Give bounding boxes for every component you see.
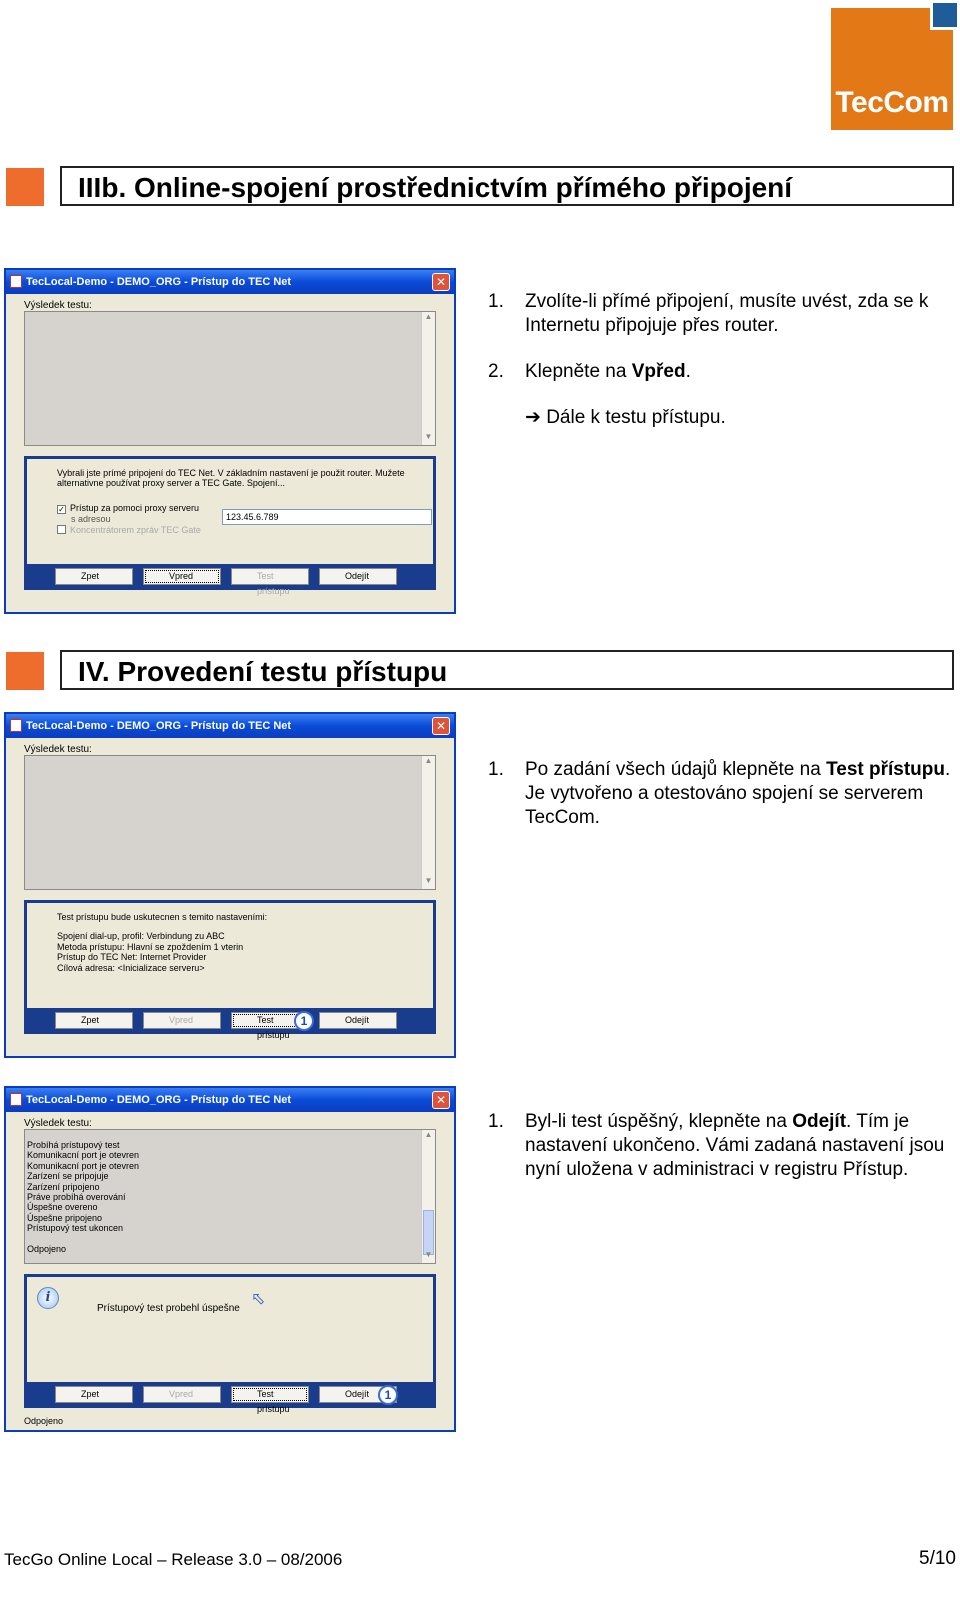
instruction-result-text: Dále k testu přístupu. — [546, 407, 726, 428]
success-message: Prístupový test probehl úspešne — [97, 1303, 240, 1314]
app-icon — [10, 719, 22, 732]
instruction-bold: Test přístupu — [826, 759, 945, 780]
scroll-up-icon[interactable]: ▲ — [424, 756, 433, 765]
summary-line: Spojení dial-up, profil: Verbindung zu ABC — [57, 931, 225, 942]
next-button[interactable]: Vpred — [143, 1012, 221, 1029]
instruction-item — [488, 758, 958, 830]
page-number: 5/10 — [919, 1548, 956, 1569]
log-line: Úspešne pripojeno — [27, 1212, 103, 1223]
instructions-step3 — [488, 1110, 958, 1182]
edit-arrow-icon: ⬁ — [251, 1289, 266, 1308]
log-line: Probíhá prístupový test — [27, 1140, 120, 1150]
exit-button[interactable]: Odejít — [319, 1386, 397, 1403]
concentrator-checkbox-row[interactable] — [57, 525, 433, 535]
instruction-text: . Tím je nastavení ukončeno. Vámi zadaná nastavení jsou nyní uložena v administraci v registru Přístup. — [525, 1111, 945, 1180]
info-text-line: Vybrali jste prímé pripojení do TEC Net. V základním nastavení je použit router. Mužete — [57, 468, 405, 478]
instruction-text: Po zadání všech údajů klepněte na — [525, 759, 827, 780]
log-line: Zarízení pripojeno — [27, 1181, 100, 1192]
scroll-up-icon[interactable]: ▲ — [424, 312, 433, 321]
instruction-number: 1. — [488, 1111, 504, 1132]
test-access-button[interactable]: Test prístupu — [231, 568, 309, 585]
section-marker — [6, 168, 44, 206]
dialog-window-direct-connection — [4, 268, 456, 614]
scroll-up-icon[interactable]: ▲ — [424, 1130, 433, 1139]
info-icon: i — [37, 1287, 59, 1309]
log-line: Úspešne overeno — [27, 1202, 98, 1213]
result-area — [24, 311, 436, 446]
log-line: Komunikacní port je otevren — [27, 1160, 140, 1171]
instruction-text: . Je vytvořeno a otestováno spojení se serverem TecCom. — [525, 759, 951, 828]
app-icon — [10, 1093, 22, 1106]
dialog-title: TecLocal-Demo - DEMO_ORG - Prístup do TEC Net — [26, 1094, 292, 1106]
section-heading-box — [60, 166, 954, 206]
app-icon — [10, 275, 22, 288]
exit-button[interactable]: Odejít — [319, 568, 397, 585]
button-bar — [24, 564, 436, 596]
result-label: Výsledek testu: — [24, 744, 92, 755]
next-button[interactable]: Vpred — [143, 568, 221, 585]
instruction-item — [488, 290, 958, 338]
log-spacer — [27, 1234, 435, 1244]
log-line: Zarízení se pripojuje — [27, 1171, 109, 1182]
dialog-titlebar — [6, 1088, 454, 1112]
dialog-title: TecLocal-Demo - DEMO_ORG - Prístup do TEC Net — [26, 720, 292, 732]
instruction-item — [488, 1110, 958, 1182]
instructions-step2 — [488, 758, 958, 830]
arrow-icon: ➔ — [525, 407, 541, 428]
instruction-bold: Odejít — [792, 1111, 847, 1132]
instructions-step1 — [488, 290, 958, 430]
summary-line: Cílová adresa: <Inicializace serveru> — [57, 962, 205, 973]
info-text-line: alternativne používat proxy server a TEC Gate. Spojení... — [57, 478, 285, 489]
summary-line: Prístup do TEC Net: Internet Provider — [57, 952, 207, 963]
instruction-text: Zvolíte-li přímé připojení, musíte uvést, zda se k Internetu připojuje přes router. — [525, 291, 929, 336]
proxy-address-input[interactable]: 123.45.6.789 — [222, 509, 432, 525]
section-heading: IV. Provedení testu přístupu — [78, 656, 448, 687]
instruction-text: Byl-li test úspěšný, klepněte na — [525, 1111, 793, 1132]
back-button[interactable]: Zpet — [55, 568, 133, 585]
instruction-item — [488, 360, 958, 384]
test-access-button[interactable]: Test prístupu — [231, 1386, 309, 1403]
concentrator-checkbox-label: Koncentrátorem zpráv TEC Gate — [70, 525, 201, 536]
close-icon[interactable]: ✕ — [432, 273, 450, 291]
exit-button[interactable]: Odejít — [319, 1012, 397, 1029]
instruction-result — [488, 406, 958, 430]
scrollbar[interactable] — [421, 312, 435, 445]
concentrator-checkbox[interactable] — [57, 525, 66, 534]
scroll-down-icon[interactable]: ▼ — [424, 432, 433, 441]
teccom-logo — [831, 0, 960, 130]
result-log — [24, 1129, 436, 1264]
instruction-number: 2. — [488, 361, 504, 382]
status-bar: Odpojeno — [24, 1416, 64, 1426]
result-label: Výsledek testu: — [24, 1118, 92, 1129]
section-marker — [6, 652, 44, 690]
summary-line: Metoda prístupu: Hlavní se zpoždením 1 vterin — [57, 941, 244, 952]
scroll-down-icon[interactable]: ▼ — [424, 876, 433, 885]
log-line: Komunikacní port je otevren — [27, 1150, 140, 1161]
button-bar — [24, 1382, 436, 1414]
next-button[interactable]: Vpred — [143, 1386, 221, 1403]
result-area — [24, 755, 436, 890]
logo-text: TecCom — [835, 86, 949, 119]
dialog-titlebar — [6, 270, 454, 294]
result-label: Výsledek testu: — [24, 300, 92, 311]
scrollbar[interactable] — [421, 1130, 435, 1263]
step-badge: 1 — [378, 1385, 398, 1405]
instruction-text: . — [685, 361, 691, 382]
log-line: Prístupový test ukoncen — [27, 1223, 124, 1234]
dialog-window-test-success — [4, 1086, 456, 1432]
instruction-bold: Vpřed — [631, 361, 686, 382]
close-icon[interactable]: ✕ — [432, 1091, 450, 1109]
test-access-button[interactable]: Test prístupu — [231, 1012, 309, 1029]
summary-title: Test prístupu bude uskutecnen s temito nastaveními: — [57, 912, 268, 922]
back-button[interactable]: Zpet — [55, 1386, 133, 1403]
dialog-title: TecLocal-Demo - DEMO_ORG - Prístup do TEC Net — [26, 276, 292, 288]
dialog-window-test-settings — [4, 712, 456, 1058]
log-line: Odpojeno — [27, 1243, 67, 1254]
instruction-text: Klepněte na — [525, 361, 632, 382]
summary-panel-content — [27, 903, 433, 973]
scrollbar[interactable] — [421, 756, 435, 889]
step-badge: 1 — [294, 1011, 314, 1031]
back-button[interactable]: Zpet — [55, 1012, 133, 1029]
proxy-checkbox-label: Prístup za pomoci proxy serveru — [70, 502, 200, 513]
scroll-down-icon[interactable]: ▼ — [424, 1250, 433, 1259]
dialog-titlebar — [6, 714, 454, 738]
footer-release-info: TecGo Online Local – Release 3.0 – 08/2006 — [4, 1550, 343, 1569]
page-footer — [4, 1548, 956, 1572]
instruction-number: 1. — [488, 759, 504, 780]
scroll-thumb[interactable] — [423, 1210, 434, 1255]
log-line: Práve probíhá overování — [27, 1192, 126, 1203]
proxy-checkbox[interactable]: ✓ — [58, 504, 65, 514]
proxy-sub-label: s adresou — [71, 513, 111, 524]
logo-blue-square — [930, 0, 960, 30]
section-heading: IIIb. Online-spojení prostřednictvím přímého připojení — [78, 172, 793, 203]
button-bar — [24, 1008, 436, 1040]
close-icon[interactable]: ✕ — [432, 717, 450, 735]
instruction-number: 1. — [488, 291, 504, 312]
section-heading-box — [60, 650, 954, 690]
